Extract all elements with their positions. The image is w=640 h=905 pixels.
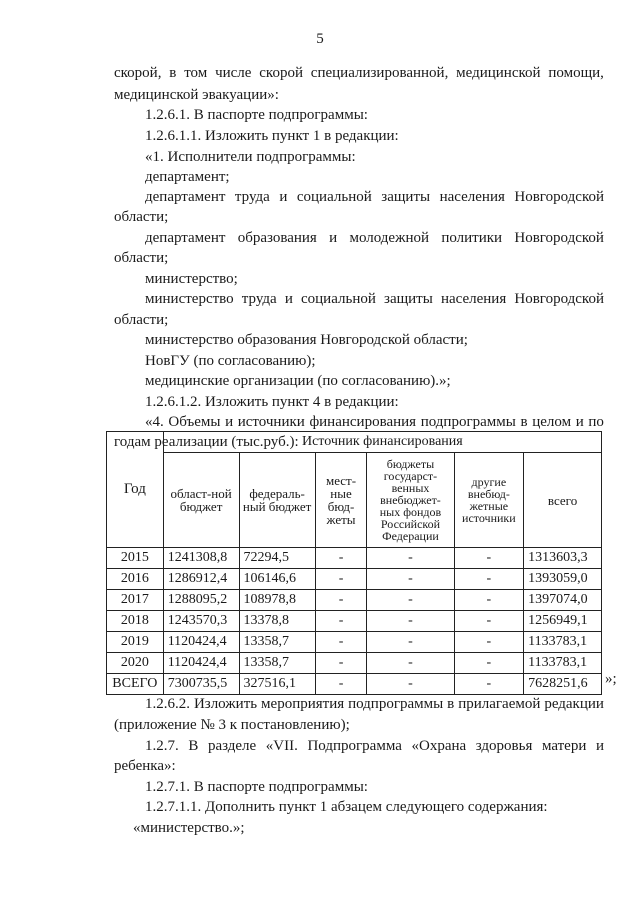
source-header: Источник финансирования [163,432,601,453]
paragraph-line: области; [114,250,169,266]
year-cell: 2017 [107,590,164,611]
page-number: 5 [316,31,324,47]
paragraph-line: 1.2.6.1. В паспорте подпрограммы: [145,107,368,123]
paragraph-line: 1.2.7.1. В паспорте подпрограммы: [145,779,368,795]
paragraph-line: 1.2.7. В разделе «VII. Подпрограмма «Охрана здоровья матери и [145,738,604,754]
value-cell: - [315,674,367,695]
paragraph-line: (приложение № 3 к постановлению); [114,717,350,733]
paragraph-line: министерство образования Новгородской области; [145,332,468,348]
paragraph-line: ребенка»: [114,758,176,774]
table-row [107,653,602,674]
column-header: всего [524,453,602,548]
paragraph-line: 1.2.6.2. Изложить мероприятия подпрограммы в прилагаемой редакции [145,696,604,712]
value-cell: 7628251,6 [524,674,602,695]
value-cell: - [367,548,454,569]
value-cell: 13378,8 [239,611,315,632]
column-header: бюджеты государст-венных внебюджет-ных фондов Российской Федерации [367,453,454,548]
value-cell: 1133783,1 [524,632,602,653]
paragraph-line: департамент; [145,169,230,185]
value-cell: - [454,590,524,611]
paragraph-line: скорой, в том числе скорой специализированной, медицинской помощи, [114,65,604,81]
value-cell: - [367,611,454,632]
value-cell: 1393059,0 [524,569,602,590]
value-cell: - [454,548,524,569]
year-cell: 2015 [107,548,164,569]
paragraph-line: 1.2.6.1.2. Изложить пункт 4 в редакции: [145,394,399,410]
value-cell: 72294,5 [239,548,315,569]
year-cell: 2018 [107,611,164,632]
paragraph-line: годам реализации (тыс.руб.): [114,434,299,450]
year-cell: 2019 [107,632,164,653]
paragraph-line: министерство труда и социальной защиты населения Новгородской [145,291,604,307]
paragraph-line: НовГУ (по согласованию); [145,353,316,369]
value-cell: - [315,590,367,611]
value-cell: 13358,7 [239,632,315,653]
paragraph-line: департамент образования и молодежной политики Новгородской [145,230,604,246]
paragraph-line: медицинские организации (по согласованию).»; [145,373,451,389]
year-cell: 2016 [107,569,164,590]
value-cell: 1288095,2 [163,590,239,611]
value-cell: - [315,569,367,590]
value-cell: 1120424,4 [163,653,239,674]
value-cell: - [367,590,454,611]
table-row [107,674,602,695]
paragraph-line: департамент труда и социальной защиты населения Новгородской [145,189,604,205]
column-header: другие внебюд-жетные источники [454,453,524,548]
table-row [107,548,602,569]
value-cell: - [454,611,524,632]
value-cell: 106146,6 [239,569,315,590]
column-header: мест-ные бюд-жеты [315,453,367,548]
value-cell: - [454,569,524,590]
value-cell: 1313603,3 [524,548,602,569]
year-header: Год [107,432,164,548]
value-cell: - [315,548,367,569]
value-cell: - [315,611,367,632]
table-row [107,611,602,632]
table-row [107,590,602,611]
value-cell: 1241308,8 [163,548,239,569]
value-cell: 1243570,3 [163,611,239,632]
value-cell: 7300735,5 [163,674,239,695]
value-cell: - [454,674,524,695]
paragraph-line: 1.2.6.1.1. Изложить пункт 1 в редакции: [145,128,399,144]
value-cell: - [454,653,524,674]
paragraph-line: области; [114,312,169,328]
paragraph-line: министерство; [145,271,238,287]
value-cell: - [315,653,367,674]
value-cell: 13358,7 [239,653,315,674]
value-cell: 327516,1 [239,674,315,695]
financing-table [106,431,602,695]
paragraph-line: области; [114,209,169,225]
paragraph-line: «министерство.»; [133,820,245,836]
value-cell: - [367,653,454,674]
year-cell: 2020 [107,653,164,674]
table-row [107,632,602,653]
column-header: област-ной бюджет [163,453,239,548]
value-cell: 1286912,4 [163,569,239,590]
table-closing-quote: »; [605,671,617,687]
value-cell: - [367,632,454,653]
table-row [107,569,602,590]
value-cell: - [367,569,454,590]
paragraph-line: медицинской эвакуации»: [114,87,279,103]
year-cell: ВСЕГО [107,674,164,695]
value-cell: 1133783,1 [524,653,602,674]
value-cell: - [315,632,367,653]
paragraph-line: «1. Исполнители подпрограммы: [145,149,356,165]
value-cell: 1120424,4 [163,632,239,653]
value-cell: - [367,674,454,695]
value-cell: 1397074,0 [524,590,602,611]
column-header: федераль-ный бюджет [239,453,315,548]
paragraph-line: «4. Объемы и источники финансирования подпрограммы в целом и по [145,414,604,430]
value-cell: 108978,8 [239,590,315,611]
value-cell: 1256949,1 [524,611,602,632]
value-cell: - [454,632,524,653]
paragraph-line: 1.2.7.1.1. Дополнить пункт 1 абзацем следующего содержания: [145,799,548,815]
